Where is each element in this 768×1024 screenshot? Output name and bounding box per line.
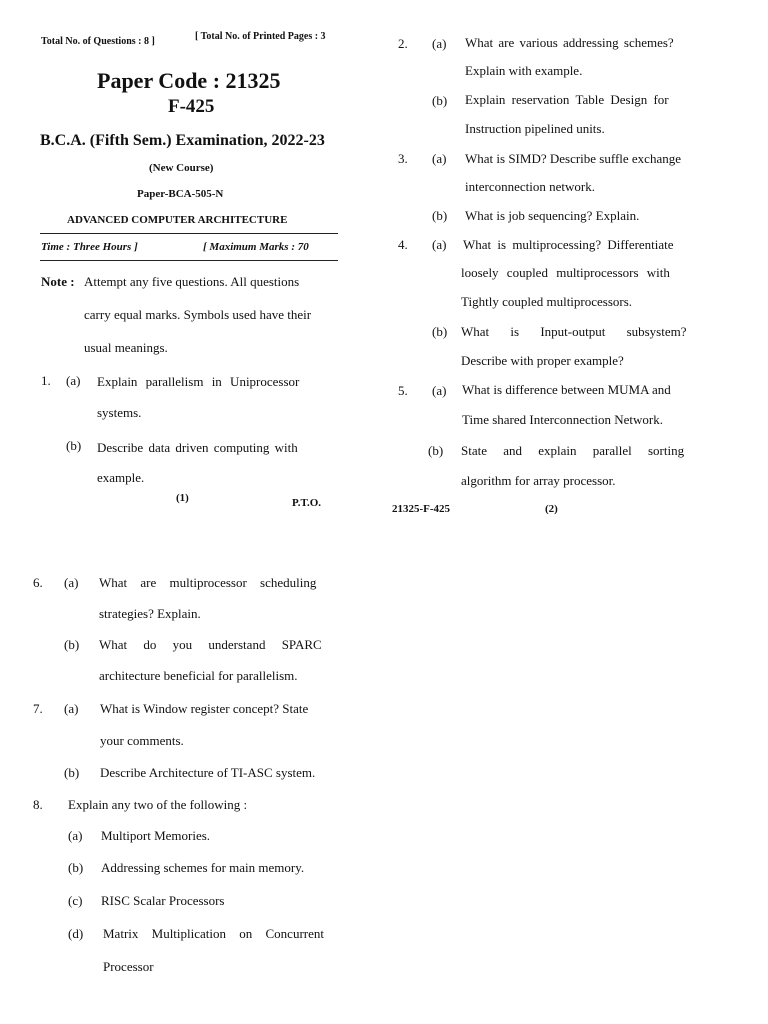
question-text: Explain parallelism in Uniprocessor	[97, 374, 300, 389]
part-label: (b)	[432, 208, 448, 223]
subject-title: ADVANCED COMPUTER ARCHITECTURE	[67, 214, 288, 226]
part-label: (a)	[432, 36, 447, 51]
part-label: (a)	[66, 373, 81, 388]
pto-label: P.T.O.	[292, 497, 322, 509]
paper-code: Paper Code : 21325	[97, 68, 281, 93]
header-rule-bottom	[40, 260, 338, 261]
question-text: What is multiprocessing? Differentiate	[463, 237, 674, 252]
note-line-1: Attempt any five questions. All questions	[84, 274, 300, 289]
question-text: loosely coupled multiprocessors with	[461, 265, 670, 280]
question-text: What are multiprocessor scheduling	[99, 575, 317, 590]
question-text: Tightly coupled multiprocessors.	[461, 294, 633, 309]
question-text: strategies? Explain.	[99, 606, 201, 621]
header-rule-top	[40, 233, 338, 234]
question-text: What is difference between MUMA and	[462, 382, 671, 397]
question-text: interconnection network.	[465, 179, 595, 194]
question-number: 4.	[398, 237, 408, 252]
part-label: (d)	[68, 926, 84, 941]
question-text: Explain reservation Table Design for	[465, 92, 669, 107]
paper-sub-code: F-425	[168, 96, 215, 117]
question-text: Instruction pipelined units.	[465, 121, 605, 136]
question-text: Time shared Interconnection Network.	[462, 412, 663, 427]
time-label: Time : Three Hours ]	[41, 241, 138, 253]
question-text: Describe data driven computing with	[97, 440, 298, 455]
question-text: Multiport Memories.	[101, 828, 211, 843]
part-label: (a)	[432, 151, 447, 166]
part-label: (a)	[432, 383, 447, 398]
part-label: (b)	[432, 93, 448, 108]
question-number: 6.	[33, 575, 43, 590]
part-label: (b)	[428, 443, 444, 458]
question-text: Explain with example.	[465, 63, 583, 78]
part-label: (b)	[64, 637, 80, 652]
page-code: 21325-F-425	[392, 503, 451, 515]
part-label: (b)	[66, 438, 82, 453]
part-label: (a)	[64, 701, 79, 716]
part-label: (b)	[68, 860, 84, 875]
part-label: (a)	[432, 237, 447, 252]
question-text: architecture beneficial for parallelism.	[99, 668, 298, 683]
question-text: example.	[97, 470, 145, 485]
paper-label: Paper-BCA-505-N	[137, 188, 224, 200]
question-text: What is SIMD? Describe suffle exchange	[465, 151, 681, 166]
question-text: What do you understand SPARC	[99, 637, 322, 652]
part-label: (a)	[68, 828, 83, 843]
part-label: (b)	[432, 324, 448, 339]
part-label: (b)	[64, 765, 80, 780]
course-label: (New Course)	[149, 162, 214, 174]
page-number: (1)	[176, 492, 189, 504]
question-text: Matrix Multiplication on Concurrent	[103, 926, 324, 941]
question-text: State and explain parallel sorting	[461, 443, 685, 458]
part-label: (c)	[68, 893, 83, 908]
question-text: Addressing schemes for main memory.	[101, 860, 305, 875]
question-text: RISC Scalar Processors	[101, 893, 225, 908]
question-text: algorithm for array processor.	[461, 473, 616, 488]
question-text: What is Window register concept? State	[100, 701, 309, 716]
page-number: (2)	[545, 503, 558, 515]
note-line-2: carry equal marks. Symbols used have their	[84, 307, 312, 322]
question-number: 5.	[398, 383, 408, 398]
note-label: Note :	[41, 274, 75, 289]
note-line-3: usual meanings.	[84, 340, 168, 355]
exam-title: B.C.A. (Fifth Sem.) Examination, 2022-23	[40, 132, 325, 149]
total-pages: [ Total No. of Printed Pages : 3	[195, 31, 326, 42]
question-number: 7.	[33, 701, 43, 716]
question-text: What are various addressing schemes?	[465, 35, 674, 50]
question-text: Explain any two of the following :	[68, 797, 248, 812]
question-text: systems.	[97, 405, 142, 420]
question-text: Describe Architecture of TI-ASC system.	[100, 765, 316, 780]
question-text: Processor	[103, 959, 154, 974]
question-number: 2.	[398, 36, 408, 51]
question-text: Describe with proper example?	[461, 353, 624, 368]
question-text: What is Input-output subsystem?	[461, 324, 687, 339]
max-marks: [ Maximum Marks : 70	[203, 241, 309, 253]
total-questions: Total No. of Questions : 8 ]	[41, 36, 155, 47]
part-label: (a)	[64, 575, 79, 590]
question-number: 3.	[398, 151, 408, 166]
question-text: What is job sequencing? Explain.	[465, 208, 640, 223]
question-number: 8.	[33, 797, 43, 812]
question-text: your comments.	[100, 733, 184, 748]
question-number: 1.	[41, 373, 51, 388]
